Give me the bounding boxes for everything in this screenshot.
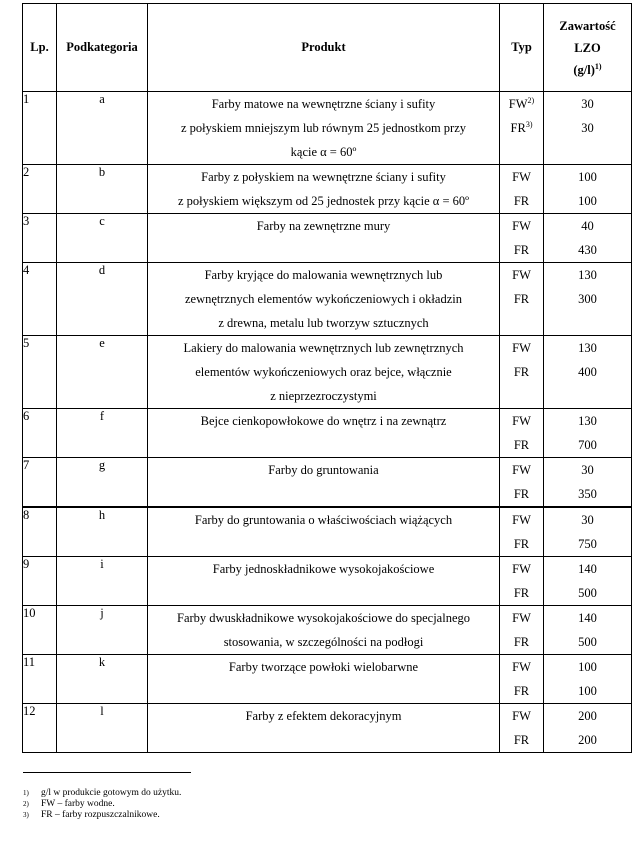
cell-product	[148, 507, 500, 557]
type-entry	[500, 214, 543, 238]
table-row	[23, 458, 632, 508]
voc-value: 100	[578, 660, 597, 674]
cell-lp: 6	[23, 409, 57, 458]
cell-voc-content	[544, 263, 632, 336]
product-line: Farby z połyskiem na wewnętrzne ściany i sufity	[201, 170, 446, 184]
type-label: FW	[512, 170, 531, 184]
product-line: z drewna, metalu lub tworzyw sztucznych	[218, 316, 429, 330]
product-line: Farby tworzące powłoki wielobarwne	[228, 660, 419, 674]
product-line: elementów wykończeniowych oraz bejce, włącznie	[195, 365, 452, 379]
type-label: FW	[512, 709, 531, 723]
type-entry	[500, 409, 543, 433]
footnote	[23, 788, 181, 799]
type-label: FR	[510, 121, 526, 135]
header-lp: Lp.	[23, 4, 57, 92]
product-line: z połyskiem większym od 25 jednostek przy kącie α = 60º	[177, 194, 470, 208]
product-line: z nieprzezroczystymi	[270, 389, 377, 403]
product-line: zewnętrznych elementów wykończeniowych i okładzin	[185, 292, 462, 306]
type-entry	[500, 116, 543, 140]
type-label: FR	[513, 292, 530, 306]
product-line: Farby z efektem dekoracyjnym	[245, 709, 402, 723]
footnote	[23, 810, 181, 821]
footnote-separator	[23, 772, 191, 773]
voc-value: 140	[578, 611, 597, 625]
cell-voc-content	[544, 704, 632, 753]
cell-type	[500, 704, 544, 753]
type-entry	[500, 238, 543, 262]
cell-voc-content	[544, 92, 632, 165]
type-label: FR	[513, 365, 530, 379]
cell-type	[500, 557, 544, 606]
footnote-mark: 2)	[527, 95, 535, 105]
cell-subcategory: a	[57, 92, 148, 165]
cell-product	[148, 263, 500, 336]
product-line: kącie α = 60º	[290, 145, 357, 159]
type-entry	[500, 189, 543, 213]
cell-lp: 3	[23, 214, 57, 263]
table-row	[23, 165, 632, 214]
type-entry	[500, 630, 543, 654]
footnote-text: g/l w produkcie gotowym do użytku.	[41, 788, 182, 798]
type-entry	[500, 165, 543, 189]
type-entry	[500, 557, 543, 581]
cell-type	[500, 507, 544, 557]
cell-subcategory: d	[57, 263, 148, 336]
product-line: Farby do gruntowania	[268, 463, 379, 477]
footnote-number: 3)	[23, 811, 29, 819]
cell-type	[500, 263, 544, 336]
type-entry	[500, 287, 543, 311]
cell-subcategory: g	[57, 458, 148, 508]
voc-value: 30	[581, 121, 594, 135]
voc-value: 40	[581, 219, 594, 233]
cell-type	[500, 165, 544, 214]
cell-voc-content	[544, 557, 632, 606]
voc-value: 500	[578, 635, 597, 649]
cell-subcategory: j	[57, 606, 148, 655]
cell-voc-content	[544, 655, 632, 704]
product-line: Farby matowe na wewnętrzne ściany i sufity	[211, 97, 436, 111]
type-entry	[500, 532, 543, 556]
product-line: z połyskiem mniejszym lub równym 25 jednostkom przy	[180, 121, 467, 135]
cell-type	[500, 214, 544, 263]
cell-lp: 4	[23, 263, 57, 336]
table-row	[23, 214, 632, 263]
cell-lp: 10	[23, 606, 57, 655]
type-entry	[500, 581, 543, 605]
type-label: FW	[512, 660, 531, 674]
cell-product	[148, 704, 500, 753]
table-row	[23, 263, 632, 336]
type-entry	[500, 92, 543, 116]
type-label: FR	[513, 487, 530, 501]
type-label: FR	[513, 194, 530, 208]
cell-product	[148, 92, 500, 165]
cell-type	[500, 336, 544, 409]
header-subcategory: Podkategoria	[57, 4, 148, 92]
table-row	[23, 92, 632, 165]
cell-subcategory: l	[57, 704, 148, 753]
type-entry	[500, 433, 543, 457]
product-line: Farby kryjące do malowania wewnętrznych lub	[204, 268, 443, 282]
voc-value: 200	[578, 733, 597, 747]
table-row	[23, 557, 632, 606]
type-entry	[500, 606, 543, 630]
type-label: FW	[508, 97, 528, 111]
voc-value: 300	[578, 292, 597, 306]
product-line: Farby jednoskładnikowe wysokojakościowe	[212, 562, 435, 576]
header-product: Produkt	[148, 4, 500, 92]
type-label: FR	[513, 438, 530, 452]
cell-type	[500, 409, 544, 458]
table-row	[23, 655, 632, 704]
type-label: FR	[513, 684, 530, 698]
cell-subcategory: k	[57, 655, 148, 704]
footnote-text: FR – farby rozpuszczalnikowe.	[41, 810, 160, 820]
cell-product	[148, 557, 500, 606]
header-unit-footnote-mark: 1)	[594, 61, 602, 71]
cell-product	[148, 165, 500, 214]
type-label: FR	[513, 243, 530, 257]
footnotes	[23, 788, 181, 821]
cell-voc-content	[544, 336, 632, 409]
footnote-number: 2)	[23, 800, 29, 808]
type-label: FR	[513, 586, 530, 600]
cell-lp: 12	[23, 704, 57, 753]
voc-value: 130	[578, 414, 597, 428]
voc-value: 100	[578, 170, 597, 184]
cell-lp: 8	[23, 507, 57, 557]
type-entry	[500, 728, 543, 752]
cell-lp: 1	[23, 92, 57, 165]
type-entry	[500, 458, 543, 482]
footnote	[23, 799, 181, 810]
type-label: FW	[512, 219, 531, 233]
voc-value: 400	[578, 365, 597, 379]
product-line: stosowania, w szczególności na podłogi	[223, 635, 424, 649]
cell-lp: 7	[23, 458, 57, 508]
voc-value: 100	[578, 194, 597, 208]
cell-product	[148, 336, 500, 409]
cell-type	[500, 92, 544, 165]
voc-value: 30	[581, 513, 594, 527]
header-voc-content-line2: LZO	[574, 40, 601, 55]
product-line: Lakiery do malowania wewnętrznych lub zewnętrznych	[183, 341, 464, 355]
voc-value: 500	[578, 586, 597, 600]
cell-lp: 2	[23, 165, 57, 214]
type-entry	[500, 360, 543, 384]
type-label: FR	[513, 733, 530, 747]
table-row	[23, 704, 632, 753]
header-type: Typ	[500, 4, 544, 92]
type-entry	[500, 482, 543, 506]
type-entry	[500, 655, 543, 679]
header-voc-content-unit: (g/l)	[573, 62, 595, 77]
product-line: Bejce cienkopowłokowe do wnętrz i na zewnątrz	[200, 414, 447, 428]
cell-voc-content	[544, 214, 632, 263]
cell-subcategory: h	[57, 507, 148, 557]
type-entry	[500, 679, 543, 703]
type-label: FW	[512, 414, 531, 428]
cell-subcategory: f	[57, 409, 148, 458]
cell-product	[148, 409, 500, 458]
type-entry	[500, 336, 543, 360]
product-line: Farby na zewnętrzne mury	[256, 219, 391, 233]
cell-subcategory: e	[57, 336, 148, 409]
cell-product	[148, 458, 500, 508]
cell-lp: 5	[23, 336, 57, 409]
cell-product	[148, 214, 500, 263]
footnote-mark: 3)	[525, 119, 533, 129]
cell-voc-content	[544, 165, 632, 214]
voc-value: 100	[578, 684, 597, 698]
type-label: FW	[512, 463, 531, 477]
table-row	[23, 409, 632, 458]
cell-subcategory: c	[57, 214, 148, 263]
type-label: FW	[512, 268, 531, 282]
footnote-text: FW – farby wodne.	[41, 799, 115, 809]
header-voc-content	[544, 4, 632, 92]
product-line: Farby dwuskładnikowe wysokojakościowe do specjalnego	[177, 611, 470, 625]
type-label: FW	[512, 513, 531, 527]
cell-subcategory: i	[57, 557, 148, 606]
voc-value: 130	[578, 268, 597, 282]
voc-value: 30	[581, 97, 594, 111]
type-entry	[500, 508, 543, 532]
type-label: FR	[513, 537, 530, 551]
cell-voc-content	[544, 458, 632, 508]
type-label: FW	[512, 341, 531, 355]
table-row	[23, 507, 632, 557]
cell-type	[500, 655, 544, 704]
voc-value: 750	[578, 537, 597, 551]
table-row	[23, 336, 632, 409]
header-voc-content-line1: Zawartość	[559, 18, 616, 33]
product-line: Farby do gruntowania o właściwościach wiążących	[194, 513, 453, 527]
table-row	[23, 606, 632, 655]
voc-value: 430	[578, 243, 597, 257]
voc-value: 140	[578, 562, 597, 576]
cell-type	[500, 458, 544, 508]
cell-voc-content	[544, 606, 632, 655]
cell-subcategory: b	[57, 165, 148, 214]
cell-type	[500, 606, 544, 655]
table-header-row	[23, 4, 632, 92]
type-entry	[500, 263, 543, 287]
cell-lp: 11	[23, 655, 57, 704]
type-entry	[500, 704, 543, 728]
type-label: FW	[512, 562, 531, 576]
type-label: FR	[513, 635, 530, 649]
cell-product	[148, 606, 500, 655]
cell-voc-content	[544, 409, 632, 458]
voc-value: 700	[578, 438, 597, 452]
voc-value: 130	[578, 341, 597, 355]
cell-lp: 9	[23, 557, 57, 606]
cell-voc-content	[544, 507, 632, 557]
voc-value: 30	[581, 463, 594, 477]
voc-value: 200	[578, 709, 597, 723]
type-label: FW	[512, 611, 531, 625]
cell-product	[148, 655, 500, 704]
footnote-number: 1)	[23, 789, 29, 797]
voc-limits-table	[22, 3, 632, 753]
voc-value: 350	[578, 487, 597, 501]
